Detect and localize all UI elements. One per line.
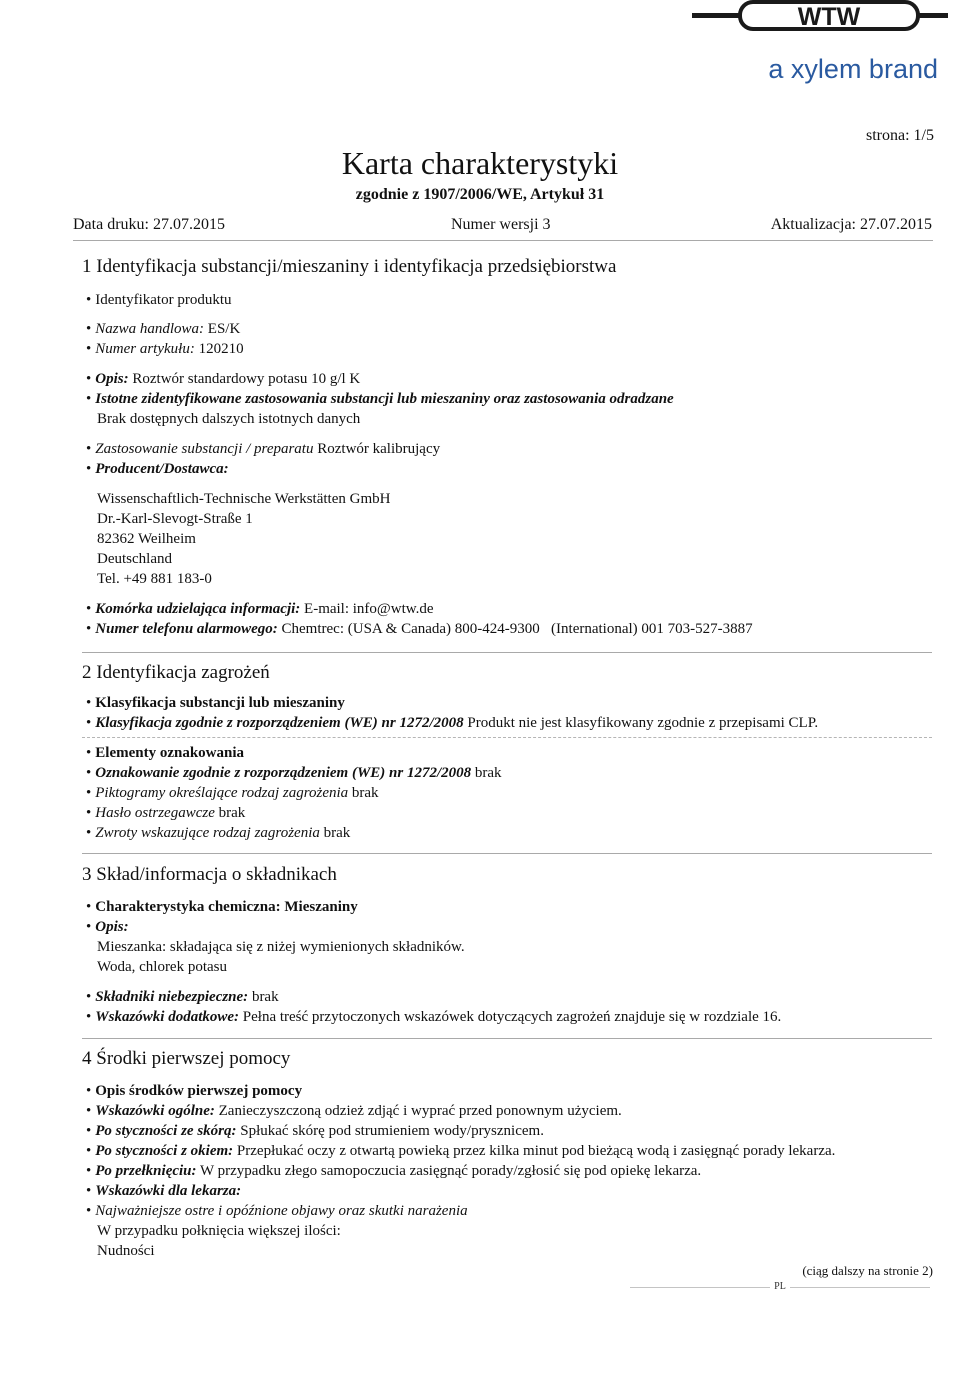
symptoms-text: Nudności [97,1243,155,1259]
classification-regulation-value: Produkt nie jest klasyfikowany zgodnie z przepisami CLP. [467,715,819,731]
dashed-divider [82,737,932,738]
section-divider [82,1038,932,1039]
additional-info-value: Pełna treść przytoczonych wskazówek dotyczących zagrożeń znajduje się w rozdziale 16. [242,1009,782,1025]
skin-contact-row [86,1121,544,1141]
section-2-heading: 2 Identyfikacja zagrożeń [82,662,270,683]
address-line: Tel. +49 881 183-0 [97,571,212,587]
general-advice-value: Zanieczyszczoną odzież zdjąć i wyprać przed ponownym użyciem. [218,1103,622,1119]
labelling-regulation-row [86,763,502,783]
xylem-brand-text: a xylem brand [768,54,938,84]
ingestion-label: Po przełknięciu: [95,1163,197,1179]
info-contact-label: Komórka udzielająca informacji: [95,601,301,617]
application-label: Zastosowanie substancji / preparatu [95,441,314,457]
labelling-regulation-value: brak [474,765,502,781]
ingestion-row [86,1161,701,1181]
signal-word-value: brak [218,805,246,821]
page-number: strona: 1/5 [866,127,934,144]
info-contact-row [86,599,434,619]
article-number-row [86,339,244,359]
section-divider [82,652,932,653]
dangerous-components-label: Składniki niebezpieczne: [95,989,249,1005]
symptoms-text: W przypadku połknięcia większej ilości: [97,1223,341,1239]
emergency-phone-row [86,619,753,639]
pictograms-label: Piktogramy określające rodzaj zagrożenia [95,785,349,801]
identified-uses-text: Brak dostępnych dalszych istotnych danych [97,411,361,427]
classification-heading: • Klasyfikacja substancji lub mieszaniny [86,693,345,713]
dangerous-components-row [86,987,279,1007]
skin-contact-value: Spłukać skórę pod strumieniem wody/prysznicem. [240,1123,544,1139]
classification-regulation-row [86,713,818,733]
section-4-heading: 4 Środki pierwszej pomocy [82,1048,291,1069]
composition-description-row [86,917,129,937]
language-code: PL [770,1280,790,1294]
eye-contact-label: Po styczności z okiem: [95,1143,234,1159]
ingestion-value: W przypadku złego samopoczucia zasięgnąć porady/zgłosić się pod opiekę lekarza. [200,1163,702,1179]
description-label: Opis: [95,371,129,387]
update-date: Aktualizacja: 27.07.2015 [770,216,932,233]
product-identifier: • Identyfikator produktu [86,290,231,310]
document-subtitle: zgodnie z 1907/2006/WE, Artykuł 31 [355,186,605,203]
chemical-characterization: • Charakterystyka chemiczna: Mieszaniny [86,897,358,917]
doctor-advice-row [86,1181,241,1201]
trade-name-row [86,319,240,339]
composition-description-label: Opis: [95,919,129,935]
dangerous-components-value: brak [251,989,279,1005]
hazard-statements-row [86,823,350,843]
application-value: Roztwór kalibrujący [317,441,441,457]
wtw-wordmark: WTW [797,3,861,31]
trade-name-value: ES/K [207,321,241,337]
identified-uses-label: Istotne zidentyfikowane zastosowania substancji lub mieszaniny oraz zastosowania odradzane [95,391,674,407]
description-row [86,369,360,389]
version-number: Numer wersji 3 [451,216,551,233]
doctor-advice-label: Wskazówki dla lekarza: [95,1183,242,1199]
producer-row [86,459,229,479]
article-number-value: 120210 [198,341,244,357]
general-advice-label: Wskazówki ogólne: [95,1103,215,1119]
continued-note: (ciąg dalszy na stronie 2) [802,1263,933,1278]
section-divider [82,853,932,854]
header-divider [73,240,933,241]
skin-contact-label: Po styczności ze skórą: [95,1123,237,1139]
symptoms-label: Najważniejsze ostre i opóźnione objawy oraz skutki narażenia [95,1203,468,1219]
hazard-statements-label: Zwroty wskazujące rodzaj zagrożenia [95,825,320,841]
article-number-label: Numer artykułu: [95,341,195,357]
classification-regulation-label: Klasyfikacja zgodnie z rozporządzeniem (WE) nr 1272/2008 [95,715,464,731]
additional-info-label: Wskazówki dodatkowe: [95,1009,240,1025]
general-advice-row [86,1101,622,1121]
first-aid-description-heading: • Opis środków pierwszej pomocy [86,1081,302,1101]
hazard-statements-value: brak [323,825,351,841]
address-line: Wissenschaftlich-Technische Werkstätten GmbH [97,491,391,507]
signal-word-label: Hasło ostrzegawcze [95,805,215,821]
address-line: Dr.-Karl-Slevogt-Straße 1 [97,511,253,527]
emergency-phone-value: Chemtrec: (USA & Canada) 800-424-9300 (International) 001 703-527-3887 [281,621,753,637]
description-value: Roztwór standardowy potasu 10 g/l K [132,371,361,387]
application-row [86,439,440,459]
address-line: 82362 Weilheim [97,531,196,547]
composition-description-text: Mieszanka: składająca się z niżej wymienionych składników. [97,939,465,955]
pictograms-value: brak [351,785,379,801]
composition-components: Woda, chlorek potasu [97,959,228,975]
signal-word-row [86,803,245,823]
trade-name-label: Nazwa handlowa: [95,321,205,337]
eye-contact-row [86,1141,835,1161]
additional-info-row [86,1007,781,1027]
eye-contact-value: Przepłukać oczy z otwartą powieką przez kilka minut pod bieżącą wodą i zasięgnąć porady lekarza. [236,1143,836,1159]
info-contact-value: E-mail: info@wtw.de [304,601,434,617]
wtw-xylem-logo [690,0,950,95]
labelling-regulation-label: Oznakowanie zgodnie z rozporządzeniem (WE) nr 1272/2008 [95,765,472,781]
section-1-heading: 1 Identyfikacja substancji/mieszaniny i identyfikacja przedsiębiorstwa [82,256,617,277]
document-title: Karta charakterystyki [341,145,619,181]
emergency-phone-label: Numer telefonu alarmowego: [95,621,278,637]
symptoms-row [86,1201,468,1221]
pictograms-row [86,783,379,803]
section-3-heading: 3 Skład/informacja o składnikach [82,864,337,885]
address-line: Deutschland [97,551,172,567]
producer-label: Producent/Dostawca: [95,461,229,477]
label-elements-heading: • Elementy oznakowania [86,743,244,763]
print-date: Data druku: 27.07.2015 [73,216,225,233]
identified-uses-row [86,389,674,409]
